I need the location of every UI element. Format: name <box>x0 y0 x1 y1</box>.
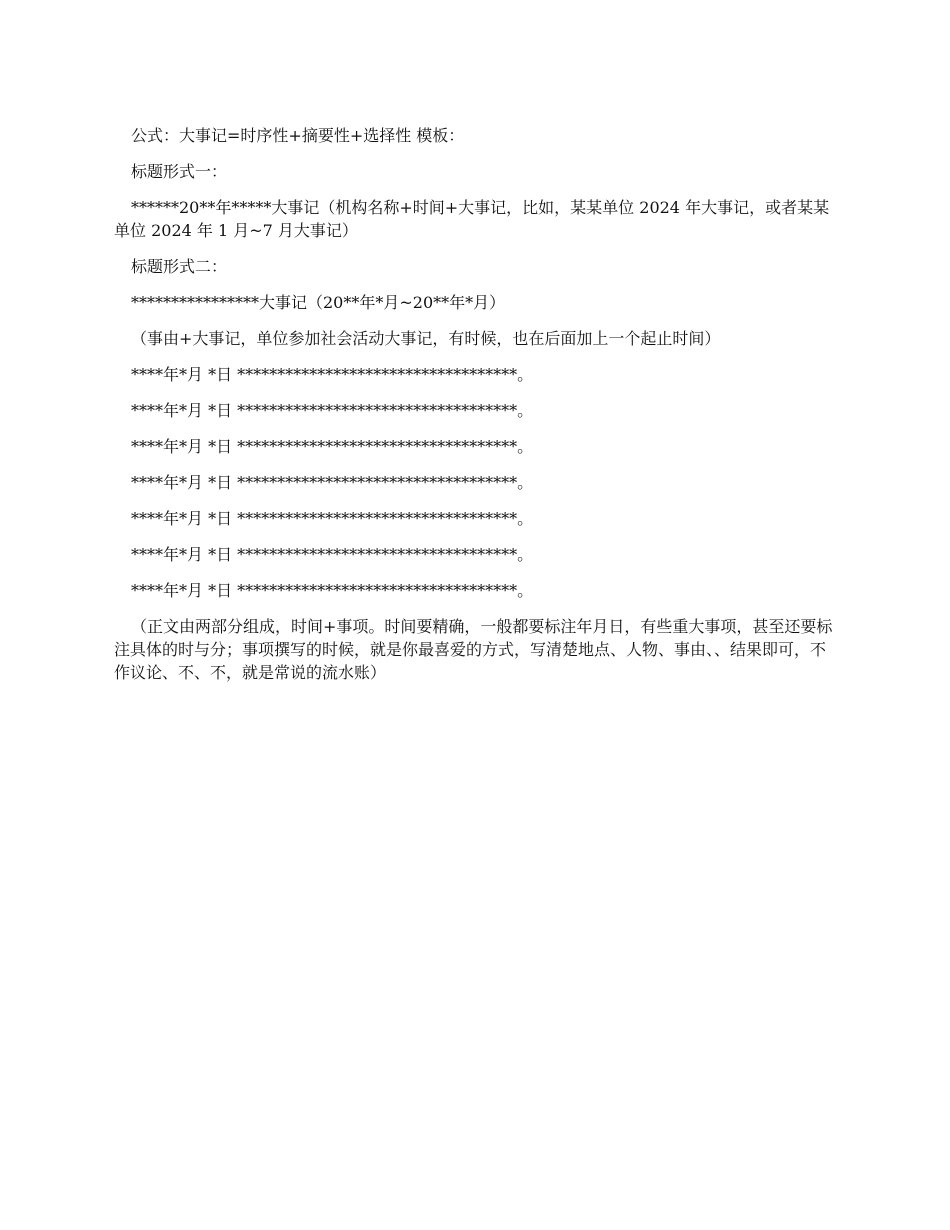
body-note: （正文由两部分组成，时间+事项。时间要精确，一般都要标注年月日，有些重大事项，甚至还要标注具体的时与分；事项撰写的时候，就是你最喜爱的方式，写清楚地点、人物、事由、、结果即可，不作议论、不、不，就是常说的流水账） <box>114 617 833 682</box>
entry-line: ****年*月 *日 ***********************************。 <box>131 437 534 456</box>
entry-line: ****年*月 *日 ***********************************。 <box>131 509 534 528</box>
entry-line: ****年*月 *日 ***********************************。 <box>131 401 534 420</box>
title-form-two-heading: 标题形式二： <box>131 257 228 276</box>
entry-line: ****年*月 *日 ***********************************。 <box>131 473 534 492</box>
entry-line: ****年*月 *日 ***********************************。 <box>131 365 534 384</box>
title-form-two-example: ****************大事记（20**年*月~20**年*月） <box>131 293 506 312</box>
title-form-two-note: （事由+大事记，单位参加社会活动大事记，有时候，也在后面加上一个起止时间） <box>131 329 721 348</box>
title-form-one-heading: 标题形式一： <box>131 162 228 181</box>
title-form-one-example: ******20**年*****大事记（机构名称+时间+大事记，比如，某某单位 2024 年大事记，或者某某单位 2024 年 1 月~7 月大事记） <box>114 198 830 240</box>
formula-line: 公式：大事记=时序性+摘要性+选择性 模板： <box>131 126 465 145</box>
entry-line: ****年*月 *日 ***********************************。 <box>131 545 534 564</box>
entry-line: ****年*月 *日 ***********************************。 <box>131 581 534 600</box>
document-page <box>114 124 836 697</box>
